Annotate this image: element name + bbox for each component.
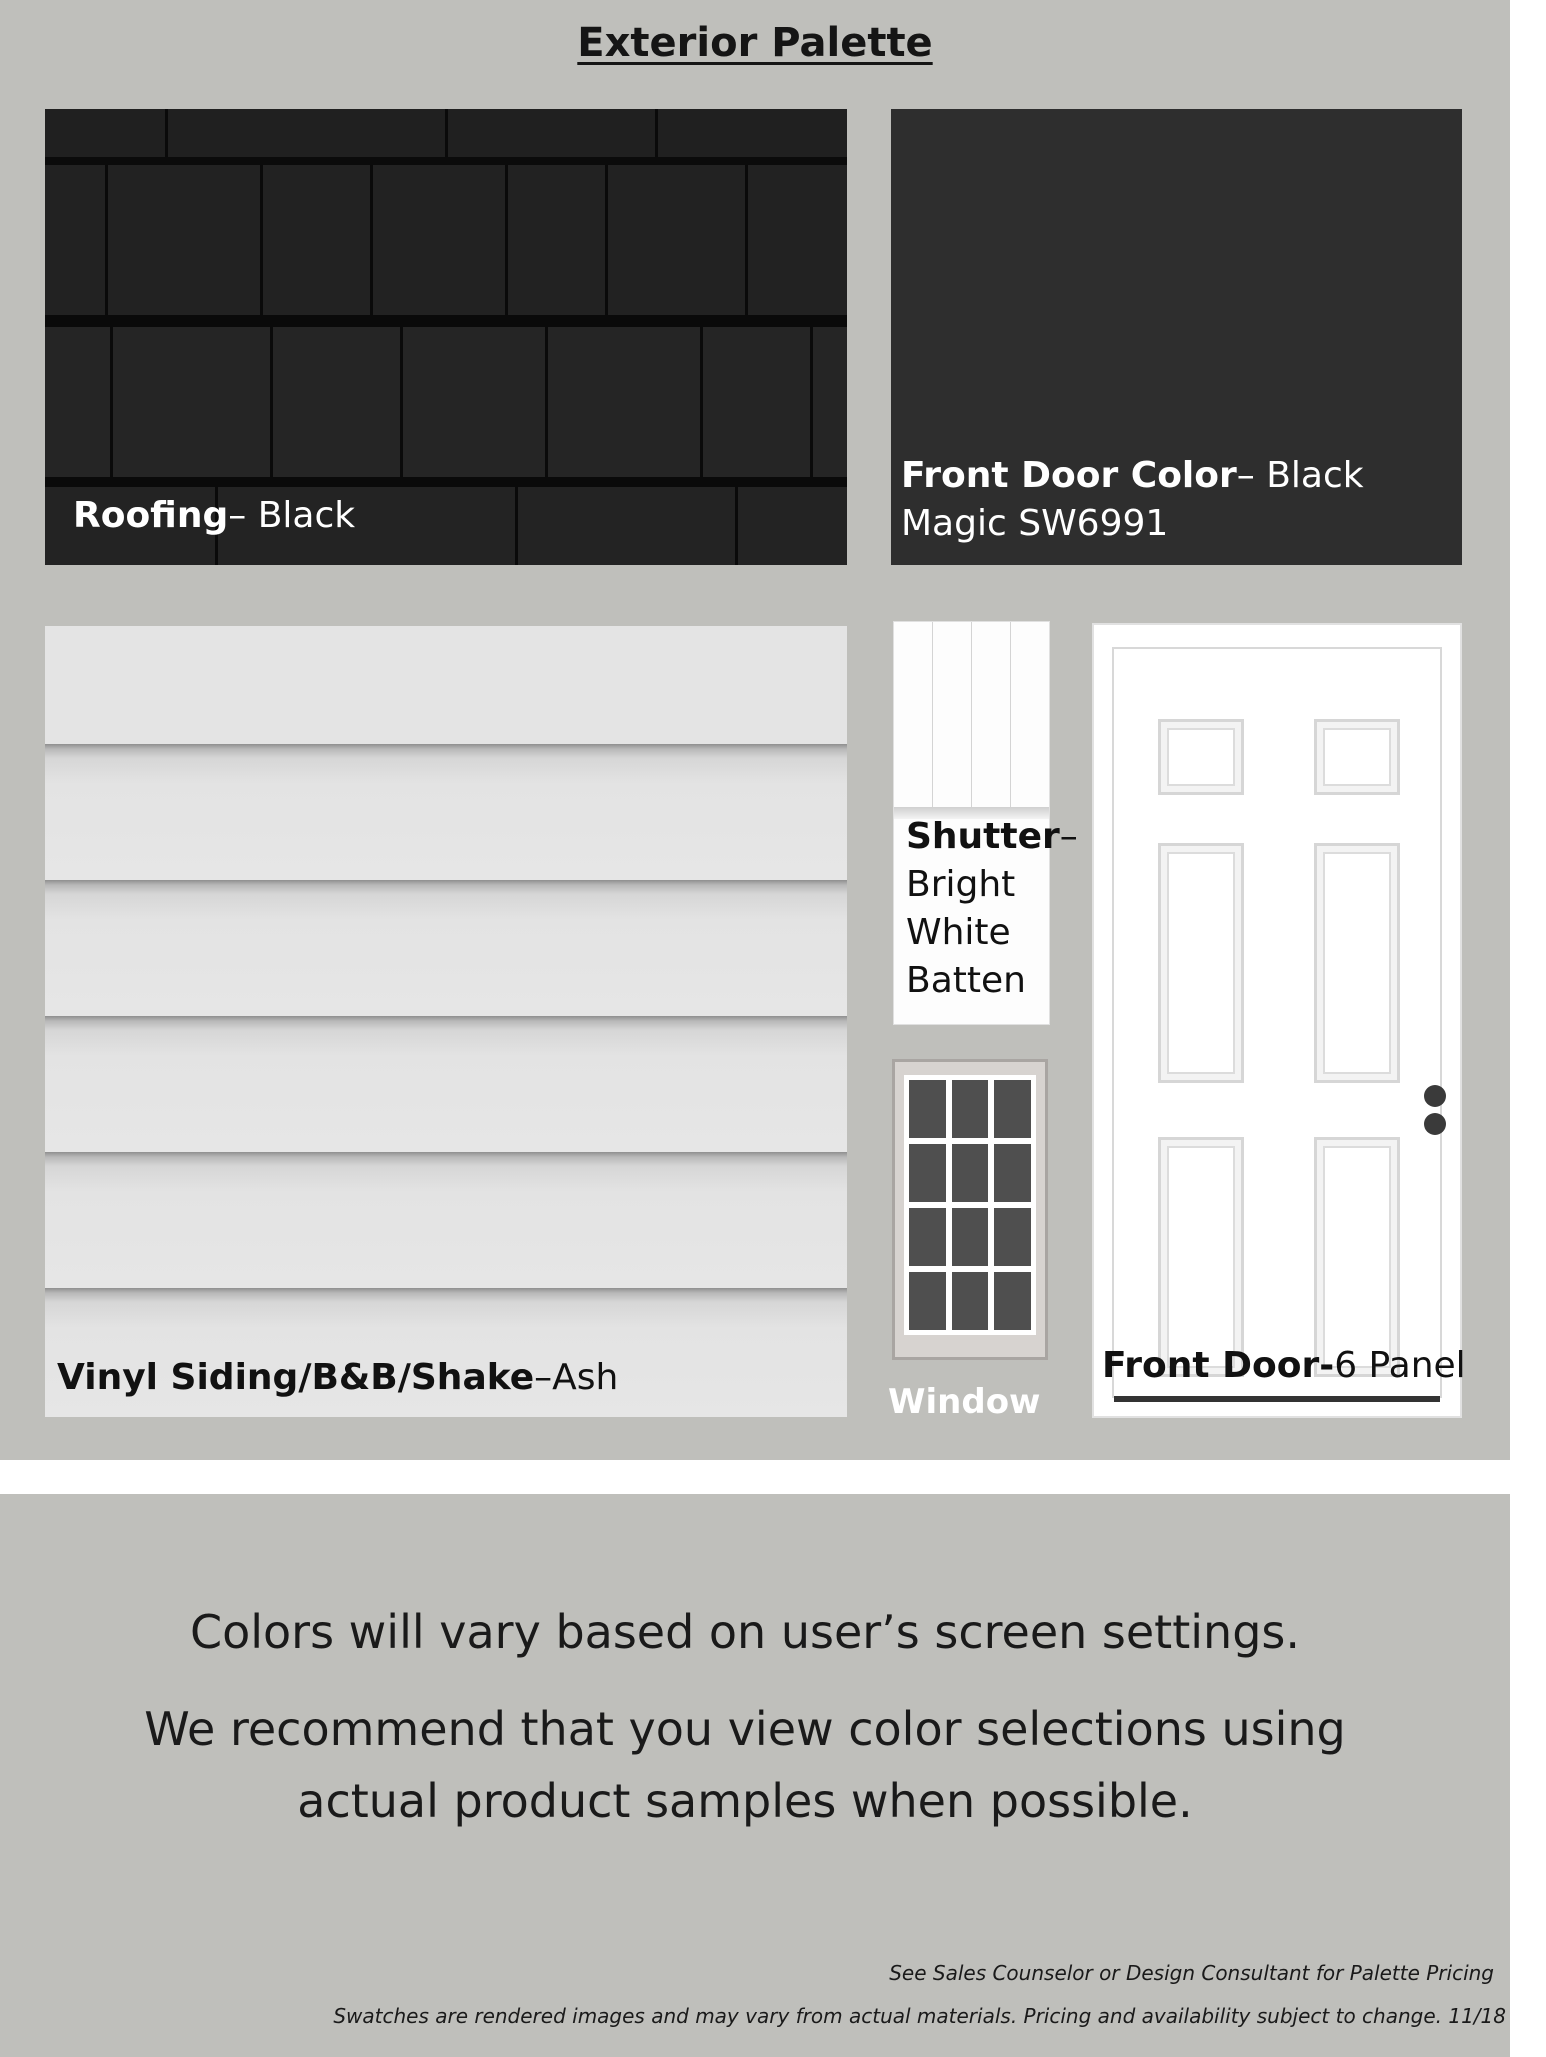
vinyl-siding-swatch [45,626,847,1417]
front-door-swatch [1092,623,1462,1418]
front-door-color-name: Front Door Color [901,455,1237,496]
front-door-color-value-1: – Black [1236,455,1364,496]
shutter-value-1: Bright [906,864,1016,905]
disclaimer: Swatches are rendered images and may vary from actual materials. Pricing and availability subject to change. 11/18 [333,2004,1506,2028]
window-swatch [892,1059,1048,1360]
siding-name: Vinyl Siding/B&B/Shake [57,1357,535,1398]
shutter-name: Shutter [906,816,1060,857]
page-title: Exterior Palette [577,20,933,66]
notice-line-2: We recommend that you view color selections using [144,1702,1346,1756]
pricing-note: See Sales Counselor or Design Consultant for Palette Pricing [889,1961,1494,1985]
siding-board [45,626,847,744]
notice-line-3: actual product samples when possible. [297,1774,1193,1828]
shutter-dash: – [1059,816,1078,857]
siding-value: –Ash [534,1357,619,1398]
shutter-label [906,813,1078,1005]
roofing-label [73,492,355,540]
shutter-value-2: White [906,912,1011,953]
siding-board [45,744,847,880]
siding-board [45,1016,847,1152]
siding-board [45,1152,847,1288]
shutter-value-3: Batten [906,960,1026,1001]
siding-label [57,1354,618,1402]
window-label: Window [888,1382,1041,1422]
roofing-name: Roofing [73,495,229,536]
notice-line-1: Colors will vary based on user’s screen settings. [190,1605,1300,1659]
front-door-name: Front Door- [1102,1345,1335,1386]
front-door-value: 6 Panel [1334,1345,1466,1386]
front-door-color-value-2: Magic SW6991 [901,503,1169,544]
front-door-label [1102,1342,1466,1390]
front-door-color-label [901,452,1364,548]
roofing-value: – Black [228,495,356,536]
siding-board [45,880,847,1016]
